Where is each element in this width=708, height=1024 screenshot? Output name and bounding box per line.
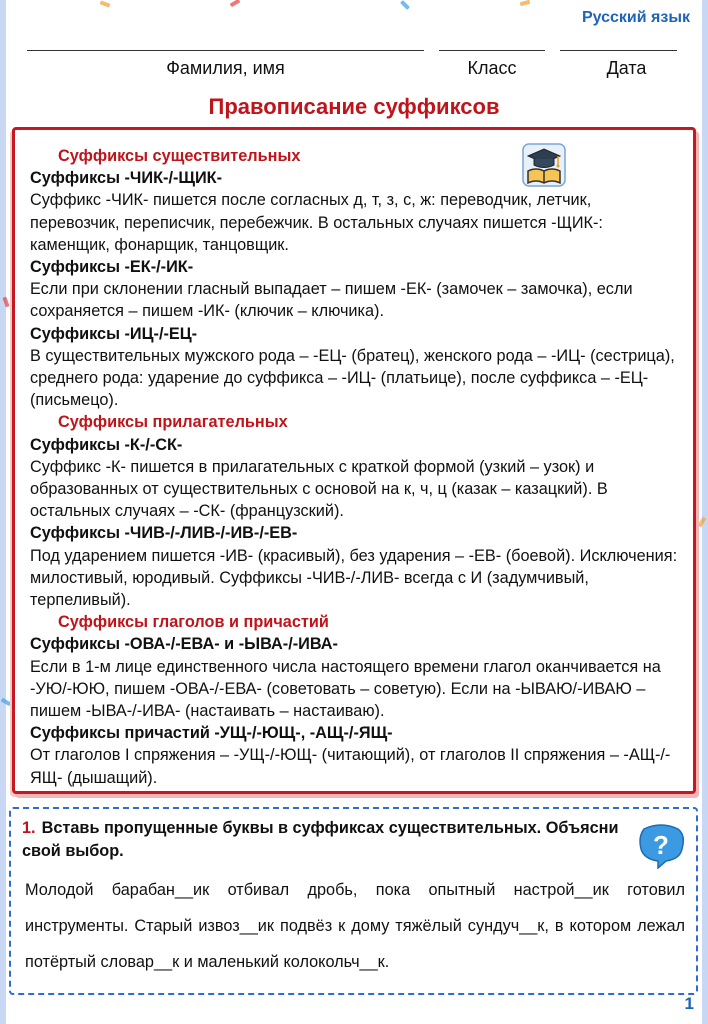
ic-rule-heading: Суффиксы -ИЦ-/-ЕЦ-: [30, 324, 198, 343]
ek-rule-text: Если при склонении гласный выпадает – пишем -ЕК- (замочек – замочка), если сохраняется – пишем -ИК- (ключик – ключика).: [30, 280, 633, 321]
rules-content: [30, 145, 680, 789]
task-title: [22, 817, 652, 862]
ek-rule-heading: Суффиксы -ЕК-/-ИК-: [30, 258, 194, 277]
nouns-section-heading: Суффиксы существительных: [58, 147, 301, 165]
participle-rule-text: От глаголов I спряжения – -УЩ-/-ЮЩ- (читающий), от глаголов II спряжения – -АЩ-/-ЯЩ- (дышащий).: [30, 746, 671, 787]
class-line: [439, 50, 545, 51]
chiv-rule-text: Под ударением пишется -ИВ- (красивый), без ударения – -ЕВ- (боевой). Исключения: милостивый, юродивый. Суффиксы -ЧИВ-/-ЛИВ- всегда с И (задумчивый, терпеливый).: [30, 546, 678, 610]
verbs-section-heading: Суффиксы глаголов и причастий: [58, 613, 329, 632]
date-caption: Дата: [606, 58, 647, 78]
adjectives-section-heading: Суффиксы прилагательных: [58, 413, 288, 432]
ic-rule-text: В существительных мужского рода – -ЕЦ- (братец), женского рода – -ИЦ- (сестрица), среднего рода: ударение до суффикса – -ИЦ- (платьице), после суффикса – -ЕЦ- (письмецо).: [30, 346, 675, 410]
task-number: 1.: [22, 819, 36, 837]
name-line: [27, 50, 424, 51]
chik-rule-heading: Суффиксы -ЧИК-/-ЩИК-: [30, 169, 223, 188]
chiv-rule-heading: Суффиксы -ЧИВ-/-ЛИВ-/-ИВ-/-ЕВ-: [30, 524, 298, 543]
chik-rule-text: Суффикс -ЧИК- пишется после согласных д, т, з, с, ж: переводчик, летчик, перевозчик, переписчик, перебежчик. В остальных случаях пишется -ЩИК-: каменщик, фонарщик, танцовщик.: [30, 191, 603, 254]
k-rule-text: Суффикс -К- пишется в прилагательных с краткой формой (узкий – узок) и образованных от существительных с основой на к, ч, ц (казак – казацкий). В остальных случаях – -СК- (французский).: [30, 457, 608, 521]
task-title-text: Вставь пропущенные буквы в суффиксах существительных. Объясни свой выбор.: [22, 819, 619, 860]
ova-rule-text: Если в 1-м лице единственного числа настоящего времени глагол оканчивается на -УЮ/-ЮЮ, пишем -ОВА-/-ЕВА- (советовать – советую). Если на -ЫВАЮ/-ИВАЮ – пишем -ЫВА-/-ИВА- (настаивать – настаиваю).: [30, 657, 661, 721]
k-rule-heading: Суффиксы -К-/-СК-: [30, 435, 183, 454]
name-caption: Фамилия, имя: [166, 58, 285, 78]
task-exercise-text: Молодой барабан__ик отбивал дробь, пока опытный настрой__ик готовил инструменты. Старый извоз__ик подвёз к дому тяжёлый сундуч__к, в котором лежал потёртый словар__к и маленький колокольч__к.: [25, 881, 685, 971]
class-caption: Класс: [467, 58, 517, 78]
ova-rule-heading: Суффиксы -ОВА-/-ЕВА- и -ЫВА-/-ИВА-: [30, 635, 338, 654]
date-line: [560, 50, 677, 51]
subject-label: Русский язык: [581, 9, 690, 26]
page-title: Правописание суффиксов: [208, 94, 500, 119]
page-number: 1: [684, 994, 694, 1013]
svg-text:?: ?: [653, 830, 669, 860]
participle-rule-heading: Суффиксы причастий -УЩ-/-ЮЩ-, -АЩ-/-ЯЩ-: [30, 724, 393, 743]
question-mark-icon: [636, 823, 686, 869]
